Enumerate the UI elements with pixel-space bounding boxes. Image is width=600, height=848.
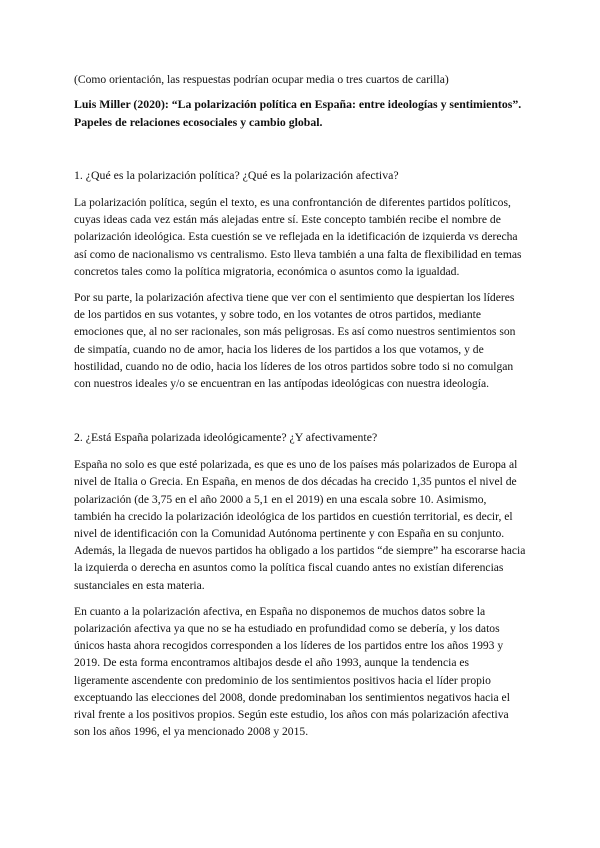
answer-2-paragraph-1: España no solo es que esté polarizada, es que es uno de los países más polarizados de Europa al nivel de Italia o Grecia. En España, en menos de dos décadas ha crecido 1,35 puntos el nivel de polarización (de 3,75 en el año 2000 a 5,1 en el 2019) en una escala sobre 10. Asimismo, también ha crecido la polarización ideológica de los partidos en cuestión territorial, es decir, el nivel de identificación con la Comunidad Autónoma pertinente y con España en su conjunto. Además, la llegada de nuevos partidos ha obligado a los partidos “de siempre” ha escorarse hacia la izquierda o derecha en asuntos como la política fiscal cuando antes no existían diferencias sustanciales en esta materia. <box>74 458 526 592</box>
citation: Luis Miller (2020): “La polarización política en España: entre ideologías y sentimientos”. Papeles de relaciones ecosociales y cambio global. <box>74 97 522 129</box>
question-2: 2. ¿Está España polarizada ideológicamente? ¿Y afectivamente? <box>74 430 378 445</box>
answer-1-paragraph-2: Por su parte, la polarización afectiva tiene que ver con el sentimiento que despiertan los líderes de los partidos en sus votantes, y sobre todo, en los votantes de otros partidos, mediante emociones que, al no ser racionales, son más peligrosas. Es así como nuestros sentimientos son de simpatía, cuando no de amor, hacia los lideres de los partidos a los que votamos, y de hostilidad, cuando no de odio, hacia los líderes de los otros partidos sobre todo si no comulgan con nuestros ideales y/o se encuentran en las antípodas ideológicas con nuestra ideología. <box>74 291 516 391</box>
orientation-note: (Como orientación, las respuestas podrían ocupar media o tres cuartos de carilla) <box>74 73 449 86</box>
question-1: 1. ¿Qué es la polarización política? ¿Qué es la polarización afectiva? <box>74 168 399 182</box>
answer-1-paragraph-1: La polarización política, según el texto, es una confrontanción de diferentes partidos políticos, cuyas ideas cada vez están más alejadas entre sí. Este concepto también recibe el nombre de polarización ideológica. Esta cuestión se ve reflejada en la idetificación de izquierda vs derecha así como de nacionalismo vs centralismo. Esto lleva también a una falta de flexibilidad en temas concretos tales como la política migratoria, económica o asuntos como la igualdad. <box>74 196 522 278</box>
section-spacer <box>74 401 526 429</box>
answer-2-paragraph-2: En cuanto a la polarización afectiva, en España no disponemos de muchos datos sobre la polarización afectiva ya que no se ha estudiado en profundidad como se debería, y los datos únicos hasta ahora recogidos corresponden a los líderes de los partidos entre los años 1993 y 2019. De esta forma encontramos altibajos desde el año 1993, aunque la tendencia es ligeramente ascendente con predominio de los sentimientos positivos hacia el líder propio exceptuando las elecciones del 2008, donde predominaban los sentimientos negativos hacia el rival frente a los positivos propios. Según este estudio, los años con más polarización afectiva son los años 1996, el ya mencionado 2008 y 2015. <box>74 604 510 739</box>
